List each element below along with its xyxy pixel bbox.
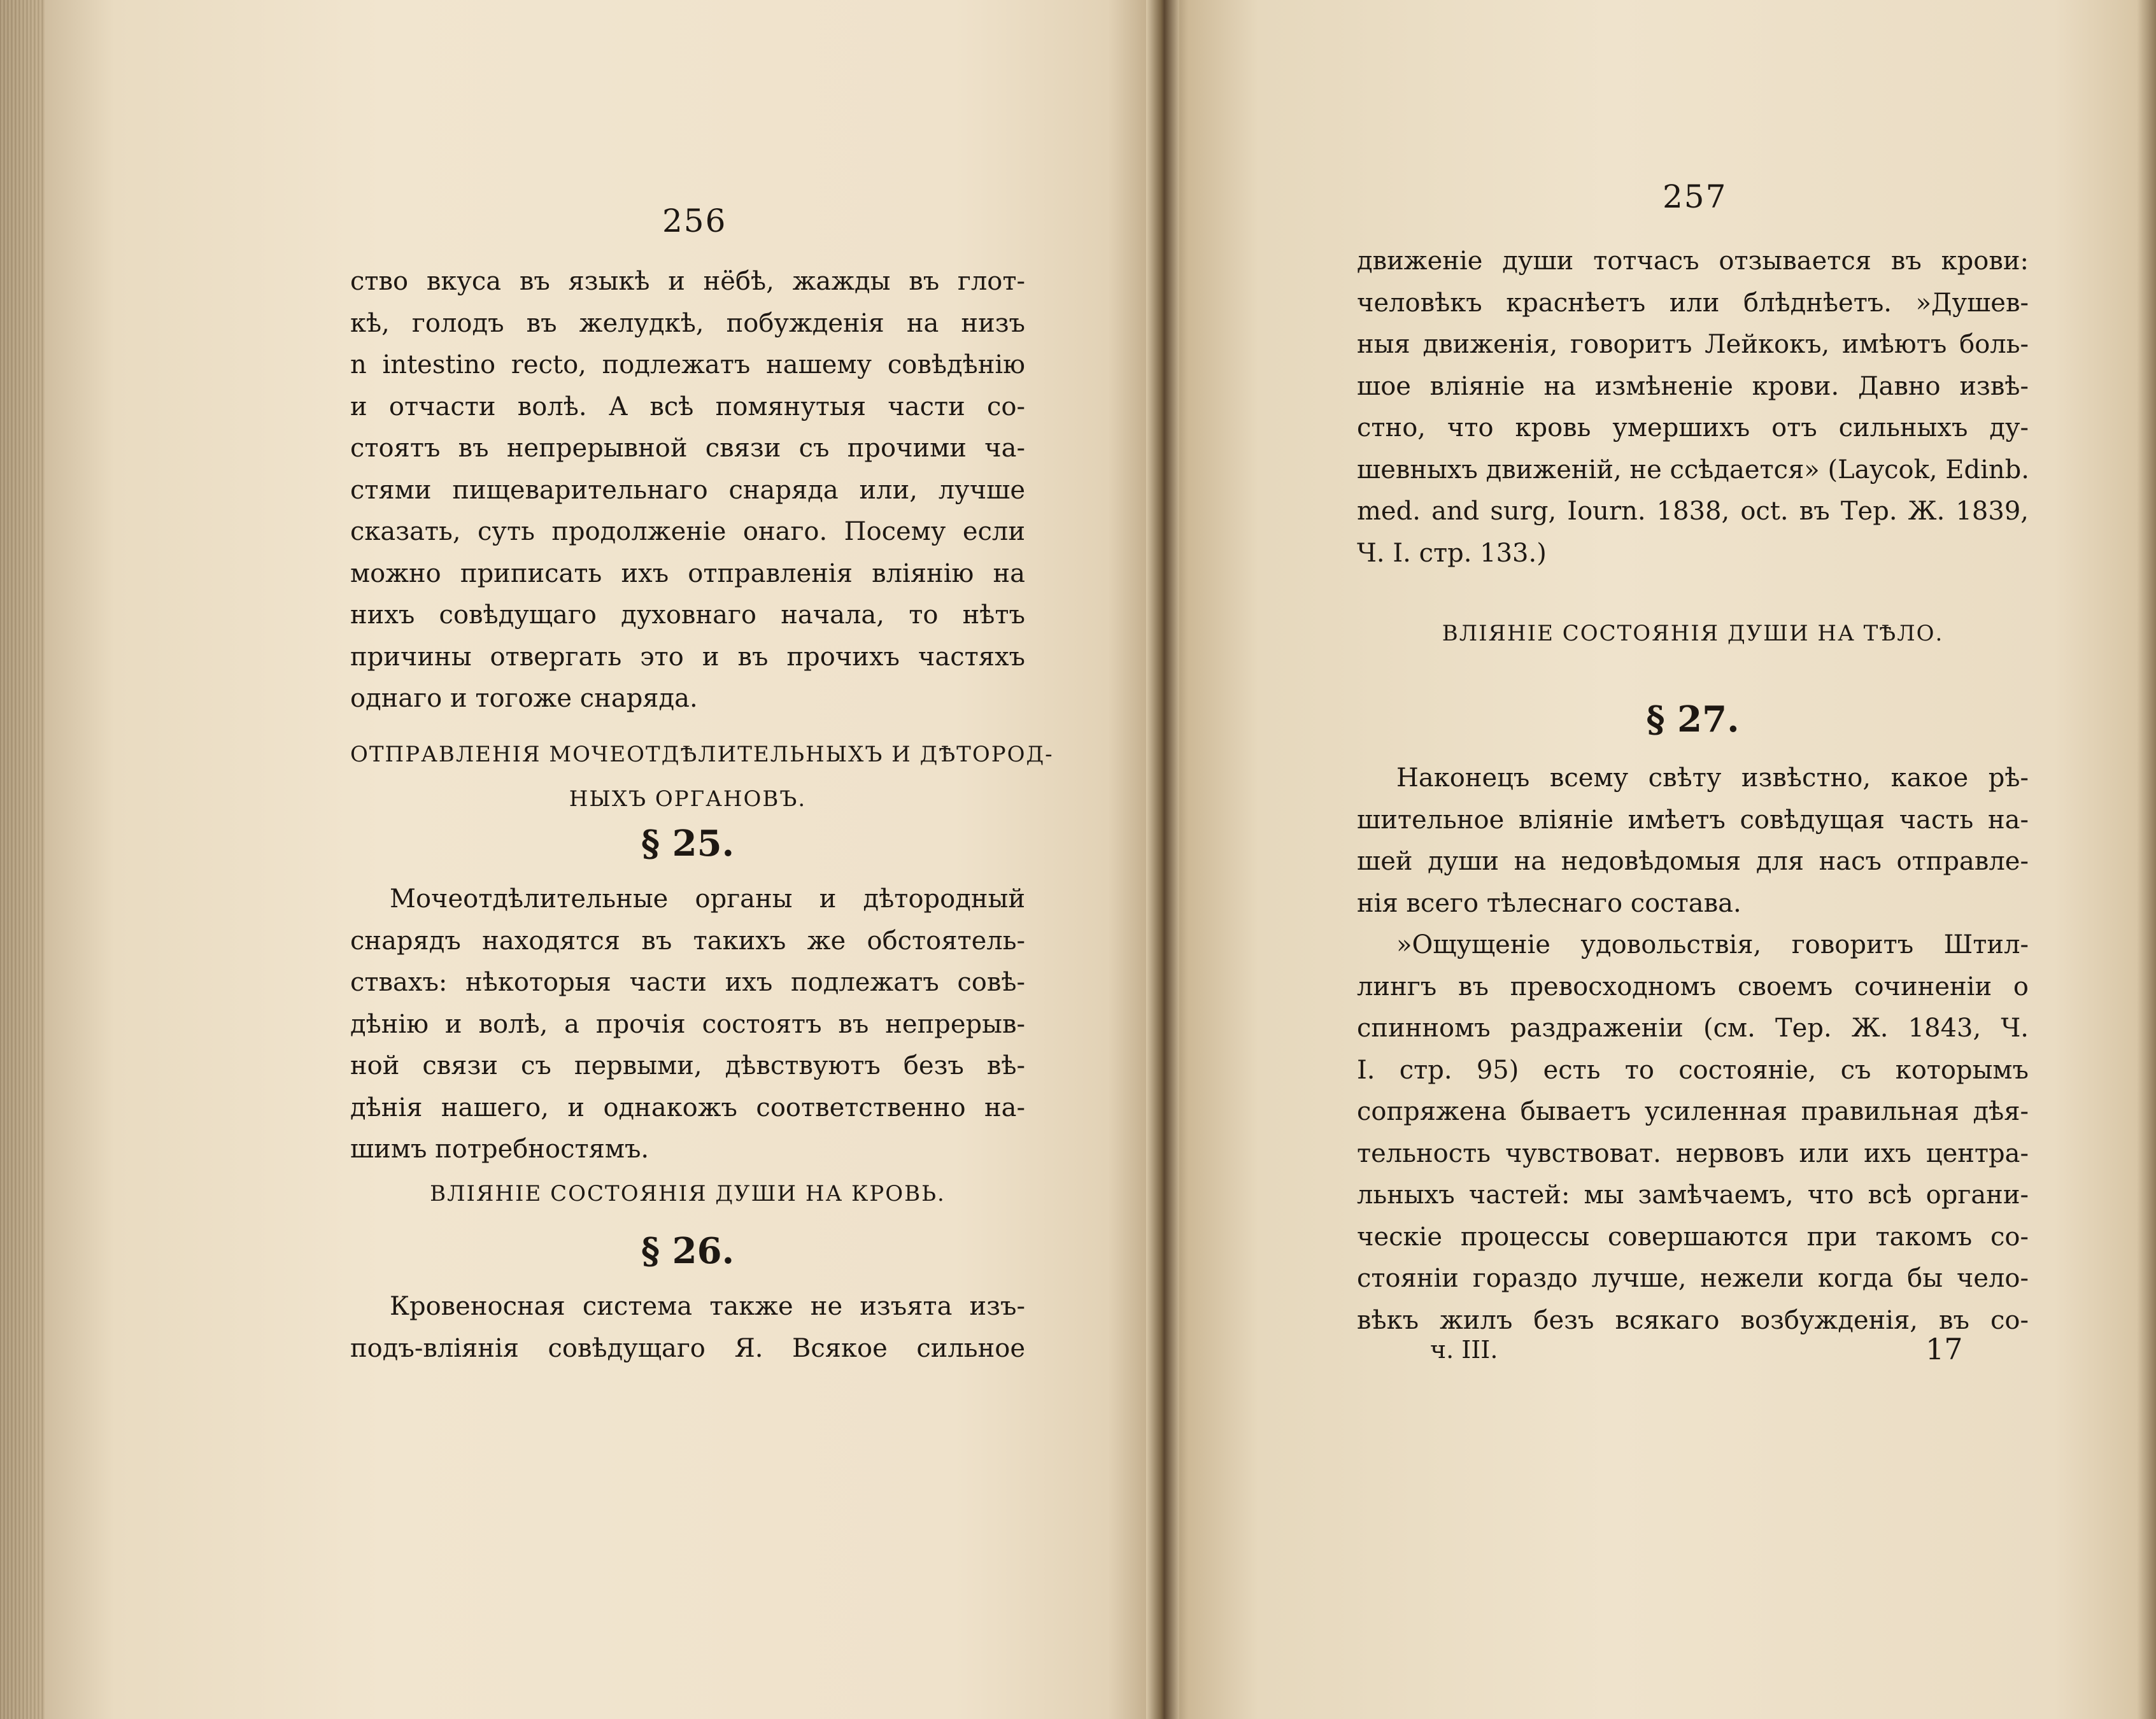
book-gutter: [1146, 0, 1179, 1719]
text-line: ствахъ: нѣкоторыя части ихъ подлежатъ совѣ-: [350, 968, 1025, 997]
section-25: [350, 805, 1025, 882]
section-mark: § 26.: [641, 1230, 735, 1272]
heading-line: НЫХЪ ОРГАНОВЪ.: [569, 786, 807, 812]
text-line: тельность чувствоват. нервовъ или ихъ центра-: [1357, 1138, 2029, 1168]
text-line: стями пищеварительнаго снаряда или, лучше: [350, 475, 1025, 505]
text-line: ныя движенія, говоритъ Лейкокъ, имѣютъ боль-: [1357, 330, 2029, 359]
text-line: движеніе души тотчасъ отзывается въ крови:: [1357, 246, 2029, 276]
text-line: сказать, суть продолженіе онаго. Посему если: [350, 517, 1025, 546]
section-mark: § 25.: [641, 823, 735, 865]
text-line: дѣнія нашего, и однакожъ соответственно на-: [350, 1093, 1025, 1122]
right-page: [1163, 0, 2156, 1719]
text-line: med. and surg, Iourn. 1838, oct. въ Тер. Ж. 1839,: [1357, 497, 2029, 526]
page-edges: [0, 0, 45, 1719]
heading-line: ОТПРАВЛЕНІЯ МОЧЕОТДѢЛИТЕЛЬНЫХЪ И ДѢТОРОД-: [350, 742, 1054, 767]
text-line: стоятъ въ непрерывной связи съ прочими ча-: [350, 434, 1025, 463]
text-line: Наконецъ всему свѣту извѣстно, какое рѣ-: [1396, 763, 2029, 793]
section-26: [350, 1213, 1025, 1289]
right-paragraph-2: [1357, 758, 2029, 924]
text-line: спинномъ раздраженіи (см. Тер. Ж. 1843, Ч.: [1357, 1014, 2029, 1043]
text-line: шевныхъ движеній, не ссѣдается» (Laycok, Edinb.: [1357, 455, 2029, 485]
text-line: подъ-вліянія совѣдущаго Я. Всякое сильное: [350, 1333, 1025, 1363]
right-paragraph-3: [1357, 924, 2029, 1341]
text-line: вѣкъ жилъ безъ всякаго возбужденія, въ со-: [1357, 1305, 2029, 1335]
text-line: »Ощущеніе удовольствія, говоритъ Штил-: [1396, 930, 2029, 959]
text-line: причины отвергать это и въ прочихъ частяхъ: [350, 642, 1025, 672]
left-paragraph-2: [350, 879, 1025, 1171]
text-line: однаго и тогоже снаряда.: [350, 684, 698, 713]
text-line: и отчасти волѣ. А всѣ помянутыя части со-: [350, 392, 1025, 421]
page-number-left: 256: [662, 202, 727, 239]
text-line: лингъ въ превосходномъ своемъ сочиненіи о: [1357, 972, 2029, 1001]
text-line: кѣ, голодъ въ желудкѣ, побужденія на низъ: [350, 308, 1025, 338]
text-line: стояніи гораздо лучше, нежели когда бы чело-: [1357, 1264, 2029, 1293]
section-mark: § 27.: [1646, 698, 1740, 740]
text-line: Ч. I. стр. 133.): [1357, 538, 1547, 568]
text-line: n intestino recto, подлежатъ нашему совѣдѣнію: [350, 350, 1025, 379]
text-line: Мочеотдѣлительные органы и дѣтородный: [390, 884, 1025, 914]
signature-number: 17: [1926, 1332, 1963, 1366]
text-line: дѣнію и волѣ, а прочія состоятъ въ непрерыв-: [350, 1009, 1025, 1039]
left-heading-2: [350, 1171, 1025, 1216]
text-line: сопряжена бываетъ усиленная правильная дѣя-: [1357, 1097, 2029, 1126]
left-paragraph-1: [350, 261, 1025, 720]
left-paragraph-3: [350, 1286, 1025, 1369]
text-line: льныхъ частей: мы замѣчаемъ, что всѣ органи-: [1357, 1180, 2029, 1210]
signature-label: ч. III.: [1430, 1336, 1498, 1364]
text-line: шительное вліяніе имѣетъ совѣдущая часть на-: [1357, 805, 2029, 835]
text-line: ство вкуса въ языкѣ и нёбѣ, жажды въ глот-: [350, 267, 1025, 296]
section-27: [1357, 681, 2029, 758]
text-line: человѣкъ краснѣетъ или блѣднѣетъ. »Душев-: [1357, 288, 2029, 318]
heading-line: ВЛІЯНІЕ СОСТОЯНІЯ ДУШИ НА ТѢЛО.: [1442, 621, 1944, 646]
text-line: снарядъ находятся въ такихъ же обстоятель-: [350, 926, 1025, 956]
text-line: ной связи съ первыми, дѣвствуютъ безъ вѣ-: [350, 1051, 1025, 1080]
right-heading-1: [1357, 611, 2029, 656]
text-line: нія всего тѣлеснаго состава.: [1357, 888, 1741, 918]
text-line: ческіе процессы совершаются при такомъ со-: [1357, 1222, 2029, 1252]
text-line: шей души на недовѣдомыя для насъ отправле-: [1357, 847, 2029, 876]
text-line: шимъ потребностямъ.: [350, 1135, 649, 1164]
text-line: Кровеносная система также не изъята изъ-: [390, 1292, 1025, 1321]
text-line: I. стр. 95) есть то состояніе, съ которымъ: [1357, 1055, 2029, 1085]
right-paragraph-1: [1357, 241, 2029, 574]
text-line: шое вліяніе на измѣненіе крови. Давно извѣ-: [1357, 371, 2029, 401]
page-number-right: 257: [1663, 178, 1727, 215]
heading-line: ВЛІЯНІЕ СОСТОЯНІЯ ДУШИ НА КРОВЬ.: [430, 1181, 946, 1206]
text-line: стно, что кровь умершихъ отъ сильныхъ ду-: [1357, 413, 2029, 442]
text-line: нихъ совѣдущаго духовнаго начала, то нѣтъ: [350, 600, 1025, 630]
text-line: можно приписать ихъ отправленія вліянію на: [350, 558, 1025, 588]
